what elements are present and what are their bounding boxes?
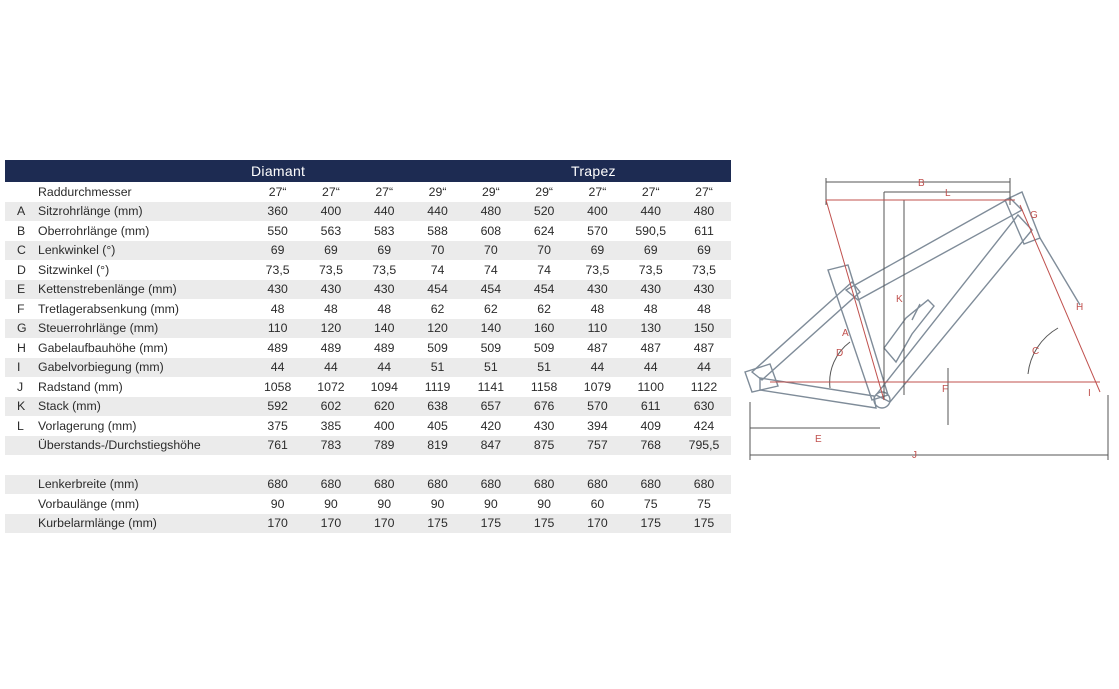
row-value: 1141 (477, 379, 505, 394)
row-value: 27“ (375, 184, 394, 199)
row-value: 400 (320, 204, 342, 219)
row-value: 150 (693, 321, 715, 336)
row-value: 62 (537, 301, 551, 316)
row-value: 875 (533, 438, 555, 453)
row-value: 29“ (481, 184, 500, 199)
row-value: 680 (693, 477, 715, 492)
row-value: 48 (697, 301, 711, 316)
row-value: 487 (693, 340, 715, 355)
row-value: 400 (373, 418, 395, 433)
row-value: 789 (373, 438, 395, 453)
dimension-label-a: A (842, 328, 849, 339)
row-value: 120 (320, 321, 342, 336)
row-value: 602 (320, 399, 342, 414)
row-label: Sitzwinkel (°) (38, 262, 110, 277)
row-value: 680 (427, 477, 448, 492)
table-row (5, 319, 731, 339)
row-label: Gabelaufbauhöhe (mm) (38, 340, 168, 355)
row-label: Raddurchmesser (38, 184, 132, 199)
row-value: 130 (640, 321, 661, 336)
row-value: 680 (267, 477, 288, 492)
seat-tube (828, 265, 888, 400)
row-value: 1119 (424, 379, 451, 394)
row-value: 90 (430, 496, 445, 511)
row-value: 69 (270, 243, 285, 258)
row-value: 430 (587, 282, 608, 297)
row-value: 44 (377, 360, 392, 375)
row-value: 69 (324, 243, 338, 258)
row-value: 630 (693, 399, 715, 414)
table-row (5, 338, 731, 358)
red-line-seat (826, 200, 884, 400)
row-value: 27“ (322, 184, 340, 199)
row-value: 73,5 (265, 262, 290, 277)
dimension-label-h: H (1076, 302, 1084, 313)
row-value: 509 (427, 340, 448, 355)
row-value: 62 (483, 301, 498, 316)
row-value: 430 (320, 282, 342, 297)
dimension-label-d: D (836, 348, 844, 359)
row-letter: H (17, 340, 26, 355)
row-value: 175 (480, 516, 502, 531)
row-value: 430 (640, 282, 661, 297)
row-value: 73,5 (692, 262, 716, 277)
row-label: Lenkerbreite (mm) (38, 477, 139, 492)
row-value: 680 (320, 477, 342, 492)
row-value: 48 (590, 301, 605, 316)
row-value: 60 (590, 496, 605, 511)
row-value: 680 (373, 477, 395, 492)
row-value: 420 (480, 418, 502, 433)
row-letter: I (17, 360, 21, 375)
dimension-label-f: F (942, 384, 949, 395)
row-value: 1072 (317, 379, 345, 394)
row-value: 611 (640, 399, 661, 414)
dimension-lines (750, 178, 1108, 460)
row-value: 175 (693, 516, 715, 531)
row-value: 69 (377, 243, 392, 258)
table-row (5, 358, 731, 378)
table-row (5, 397, 731, 417)
row-letter: L (17, 418, 24, 433)
row-value: 110 (267, 321, 288, 336)
row-value: 385 (320, 418, 342, 433)
row-value: 487 (640, 340, 661, 355)
row-value: 570 (587, 399, 608, 414)
row-value: 676 (533, 399, 555, 414)
row-value: 170 (373, 516, 395, 531)
row-value: 592 (267, 399, 288, 414)
row-value: 29“ (428, 184, 447, 199)
row-value: 74 (483, 262, 498, 277)
frame-drawing (745, 192, 1080, 408)
table-body (5, 182, 731, 455)
row-value: 27“ (641, 184, 660, 199)
row-label: Kurbelarmlänge (mm) (38, 516, 157, 531)
row-value: 424 (693, 418, 715, 433)
table-row (5, 514, 731, 534)
row-value: 27“ (695, 184, 713, 199)
row-value: 400 (587, 204, 608, 219)
row-value: 70 (537, 243, 551, 258)
row-value: 175 (427, 516, 448, 531)
row-value: 69 (643, 243, 658, 258)
row-value: 563 (320, 223, 342, 238)
row-value: 1094 (370, 379, 398, 394)
row-value: 454 (480, 282, 502, 297)
row-value: 680 (587, 477, 608, 492)
row-label: Steuerrohrlänge (mm) (38, 321, 159, 336)
fork (1040, 238, 1080, 305)
row-value: 73,5 (638, 262, 663, 277)
down-tube (876, 215, 1032, 402)
row-value: 75 (643, 496, 658, 511)
row-value: 1100 (637, 379, 664, 394)
row-value: 588 (427, 223, 448, 238)
row-value: 62 (430, 301, 445, 316)
row-value: 70 (483, 243, 498, 258)
row-value: 394 (587, 418, 608, 433)
row-value: 620 (373, 399, 395, 414)
row-value: 27“ (588, 184, 607, 199)
row-value: 440 (427, 204, 448, 219)
row-value: 29“ (535, 184, 554, 199)
row-value: 170 (267, 516, 288, 531)
row-value: 90 (537, 496, 551, 511)
table-row (5, 221, 731, 241)
table-row (5, 260, 731, 280)
row-value: 680 (640, 477, 661, 492)
row-value: 405 (427, 418, 448, 433)
row-label: Gabelvorbiegung (mm) (38, 360, 164, 375)
row-value: 440 (373, 204, 395, 219)
row-value: 509 (480, 340, 502, 355)
dimension-label-g: G (1030, 210, 1038, 221)
row-value: 1079 (583, 379, 612, 394)
row-value: 761 (267, 438, 288, 453)
row-value: 175 (640, 516, 661, 531)
row-value: 608 (480, 223, 502, 238)
row-label: Stack (mm) (38, 399, 101, 414)
row-value: 51 (537, 360, 551, 375)
row-label: Kettenstrebenlänge (mm) (38, 282, 177, 297)
row-value: 657 (480, 399, 502, 414)
row-letter: J (17, 379, 24, 394)
row-letter: F (17, 301, 25, 316)
row-value: 638 (427, 399, 448, 414)
row-value: 583 (373, 223, 395, 238)
row-value: 847 (480, 438, 502, 453)
row-letter: E (17, 282, 26, 297)
row-value: 680 (480, 477, 502, 492)
dimension-label-c: C (1032, 346, 1040, 357)
geometry-table (5, 160, 731, 533)
row-label: Radstand (mm) (38, 379, 123, 394)
row-label: Oberrohrlänge (mm) (38, 223, 150, 238)
row-value: 140 (373, 321, 395, 336)
table-header (5, 160, 731, 182)
row-value: 520 (533, 204, 555, 219)
row-value: 90 (377, 496, 392, 511)
row-value: 69 (590, 243, 605, 258)
row-value: 44 (324, 360, 338, 375)
row-value: 819 (427, 438, 448, 453)
row-label: Tretlagerabsenkung (mm) (38, 301, 180, 316)
red-dimension-lines (770, 200, 1100, 400)
row-value: 509 (533, 340, 555, 355)
row-value: 90 (270, 496, 285, 511)
row-label: Vorbaulänge (mm) (38, 496, 140, 511)
dimension-label-l: L (945, 188, 951, 199)
red-line-head (1020, 205, 1100, 392)
dimension-label-e: E (815, 434, 822, 445)
row-value: 120 (427, 321, 448, 336)
table-row (5, 182, 731, 202)
table-spacer (5, 455, 731, 475)
row-letter: A (17, 204, 26, 219)
table-row (5, 436, 731, 456)
row-label: Überstands-/Durchstiegshöhe (38, 438, 201, 453)
row-value: 1158 (530, 379, 558, 394)
dimension-label-i: I (1088, 388, 1091, 399)
row-value: 48 (643, 301, 658, 316)
row-value: 430 (373, 282, 395, 297)
row-value: 480 (693, 204, 715, 219)
row-value: 454 (533, 282, 555, 297)
row-value: 48 (270, 301, 285, 316)
row-value: 624 (533, 223, 555, 238)
row-value: 454 (427, 282, 448, 297)
row-value: 27“ (268, 184, 287, 199)
table-row (5, 280, 731, 300)
header-trapez: Trapez (571, 163, 616, 179)
table-row (5, 299, 731, 319)
row-value: 430 (267, 282, 288, 297)
row-value: 783 (320, 438, 342, 453)
row-value: 75 (697, 496, 711, 511)
row-label: Sitzrohrlänge (mm) (38, 204, 143, 219)
row-value: 74 (430, 262, 445, 277)
table-row (5, 202, 731, 222)
row-value: 44 (697, 360, 711, 375)
row-value: 550 (267, 223, 288, 238)
table-row (5, 475, 731, 495)
row-value: 590,5 (635, 223, 667, 238)
row-value: 1058 (263, 379, 292, 394)
row-value: 175 (533, 516, 555, 531)
row-value: 611 (694, 223, 714, 238)
row-value: 73,5 (318, 262, 343, 277)
row-value: 570 (587, 223, 608, 238)
row-value: 110 (587, 321, 608, 336)
dimension-label-k: K (896, 294, 903, 305)
row-letter: C (17, 243, 26, 258)
dimension-labels (815, 178, 1091, 461)
row-value: 795,5 (688, 438, 720, 453)
row-value: 73,5 (372, 262, 397, 277)
row-value: 409 (640, 418, 661, 433)
row-value: 44 (643, 360, 658, 375)
table-row (5, 416, 731, 436)
row-value: 489 (373, 340, 395, 355)
row-value: 51 (483, 360, 498, 375)
row-value: 489 (320, 340, 342, 355)
row-value: 140 (480, 321, 502, 336)
row-value: 48 (377, 301, 392, 316)
row-value: 69 (697, 243, 711, 258)
top-tube (846, 198, 1022, 300)
row-value: 440 (640, 204, 661, 219)
row-value: 74 (537, 262, 551, 277)
row-value: 48 (324, 301, 338, 316)
row-letter: B (17, 223, 26, 238)
row-value: 360 (267, 204, 288, 219)
row-value: 51 (430, 360, 445, 375)
table-row (5, 377, 731, 397)
row-value: 430 (693, 282, 715, 297)
row-letter: K (17, 399, 26, 414)
row-value: 170 (320, 516, 342, 531)
row-value: 70 (430, 243, 445, 258)
row-value: 375 (267, 418, 288, 433)
row-letter: G (17, 321, 27, 336)
frame-geometry-diagram (740, 160, 1119, 470)
row-value: 160 (533, 321, 555, 336)
row-value: 430 (533, 418, 555, 433)
row-letter: D (17, 262, 26, 277)
row-value: 73,5 (585, 262, 610, 277)
row-value: 44 (590, 360, 605, 375)
row-value: 480 (480, 204, 502, 219)
table-row (5, 241, 731, 261)
header-diamant: Diamant (251, 163, 306, 179)
row-value: 90 (483, 496, 498, 511)
row-label: Vorlagerung (mm) (38, 418, 137, 433)
row-value: 170 (587, 516, 608, 531)
row-value: 487 (587, 340, 608, 355)
row-value: 680 (533, 477, 555, 492)
row-value: 90 (324, 496, 338, 511)
dimension-label-b: B (918, 178, 925, 189)
dimension-label-j: J (912, 450, 917, 461)
table-body-extra (5, 475, 731, 534)
row-value: 768 (640, 438, 661, 453)
row-value: 44 (270, 360, 285, 375)
row-value: 757 (587, 438, 608, 453)
table-row (5, 494, 731, 514)
row-value: 1122 (690, 379, 718, 394)
row-value: 489 (267, 340, 288, 355)
row-label: Lenkwinkel (°) (38, 243, 116, 258)
